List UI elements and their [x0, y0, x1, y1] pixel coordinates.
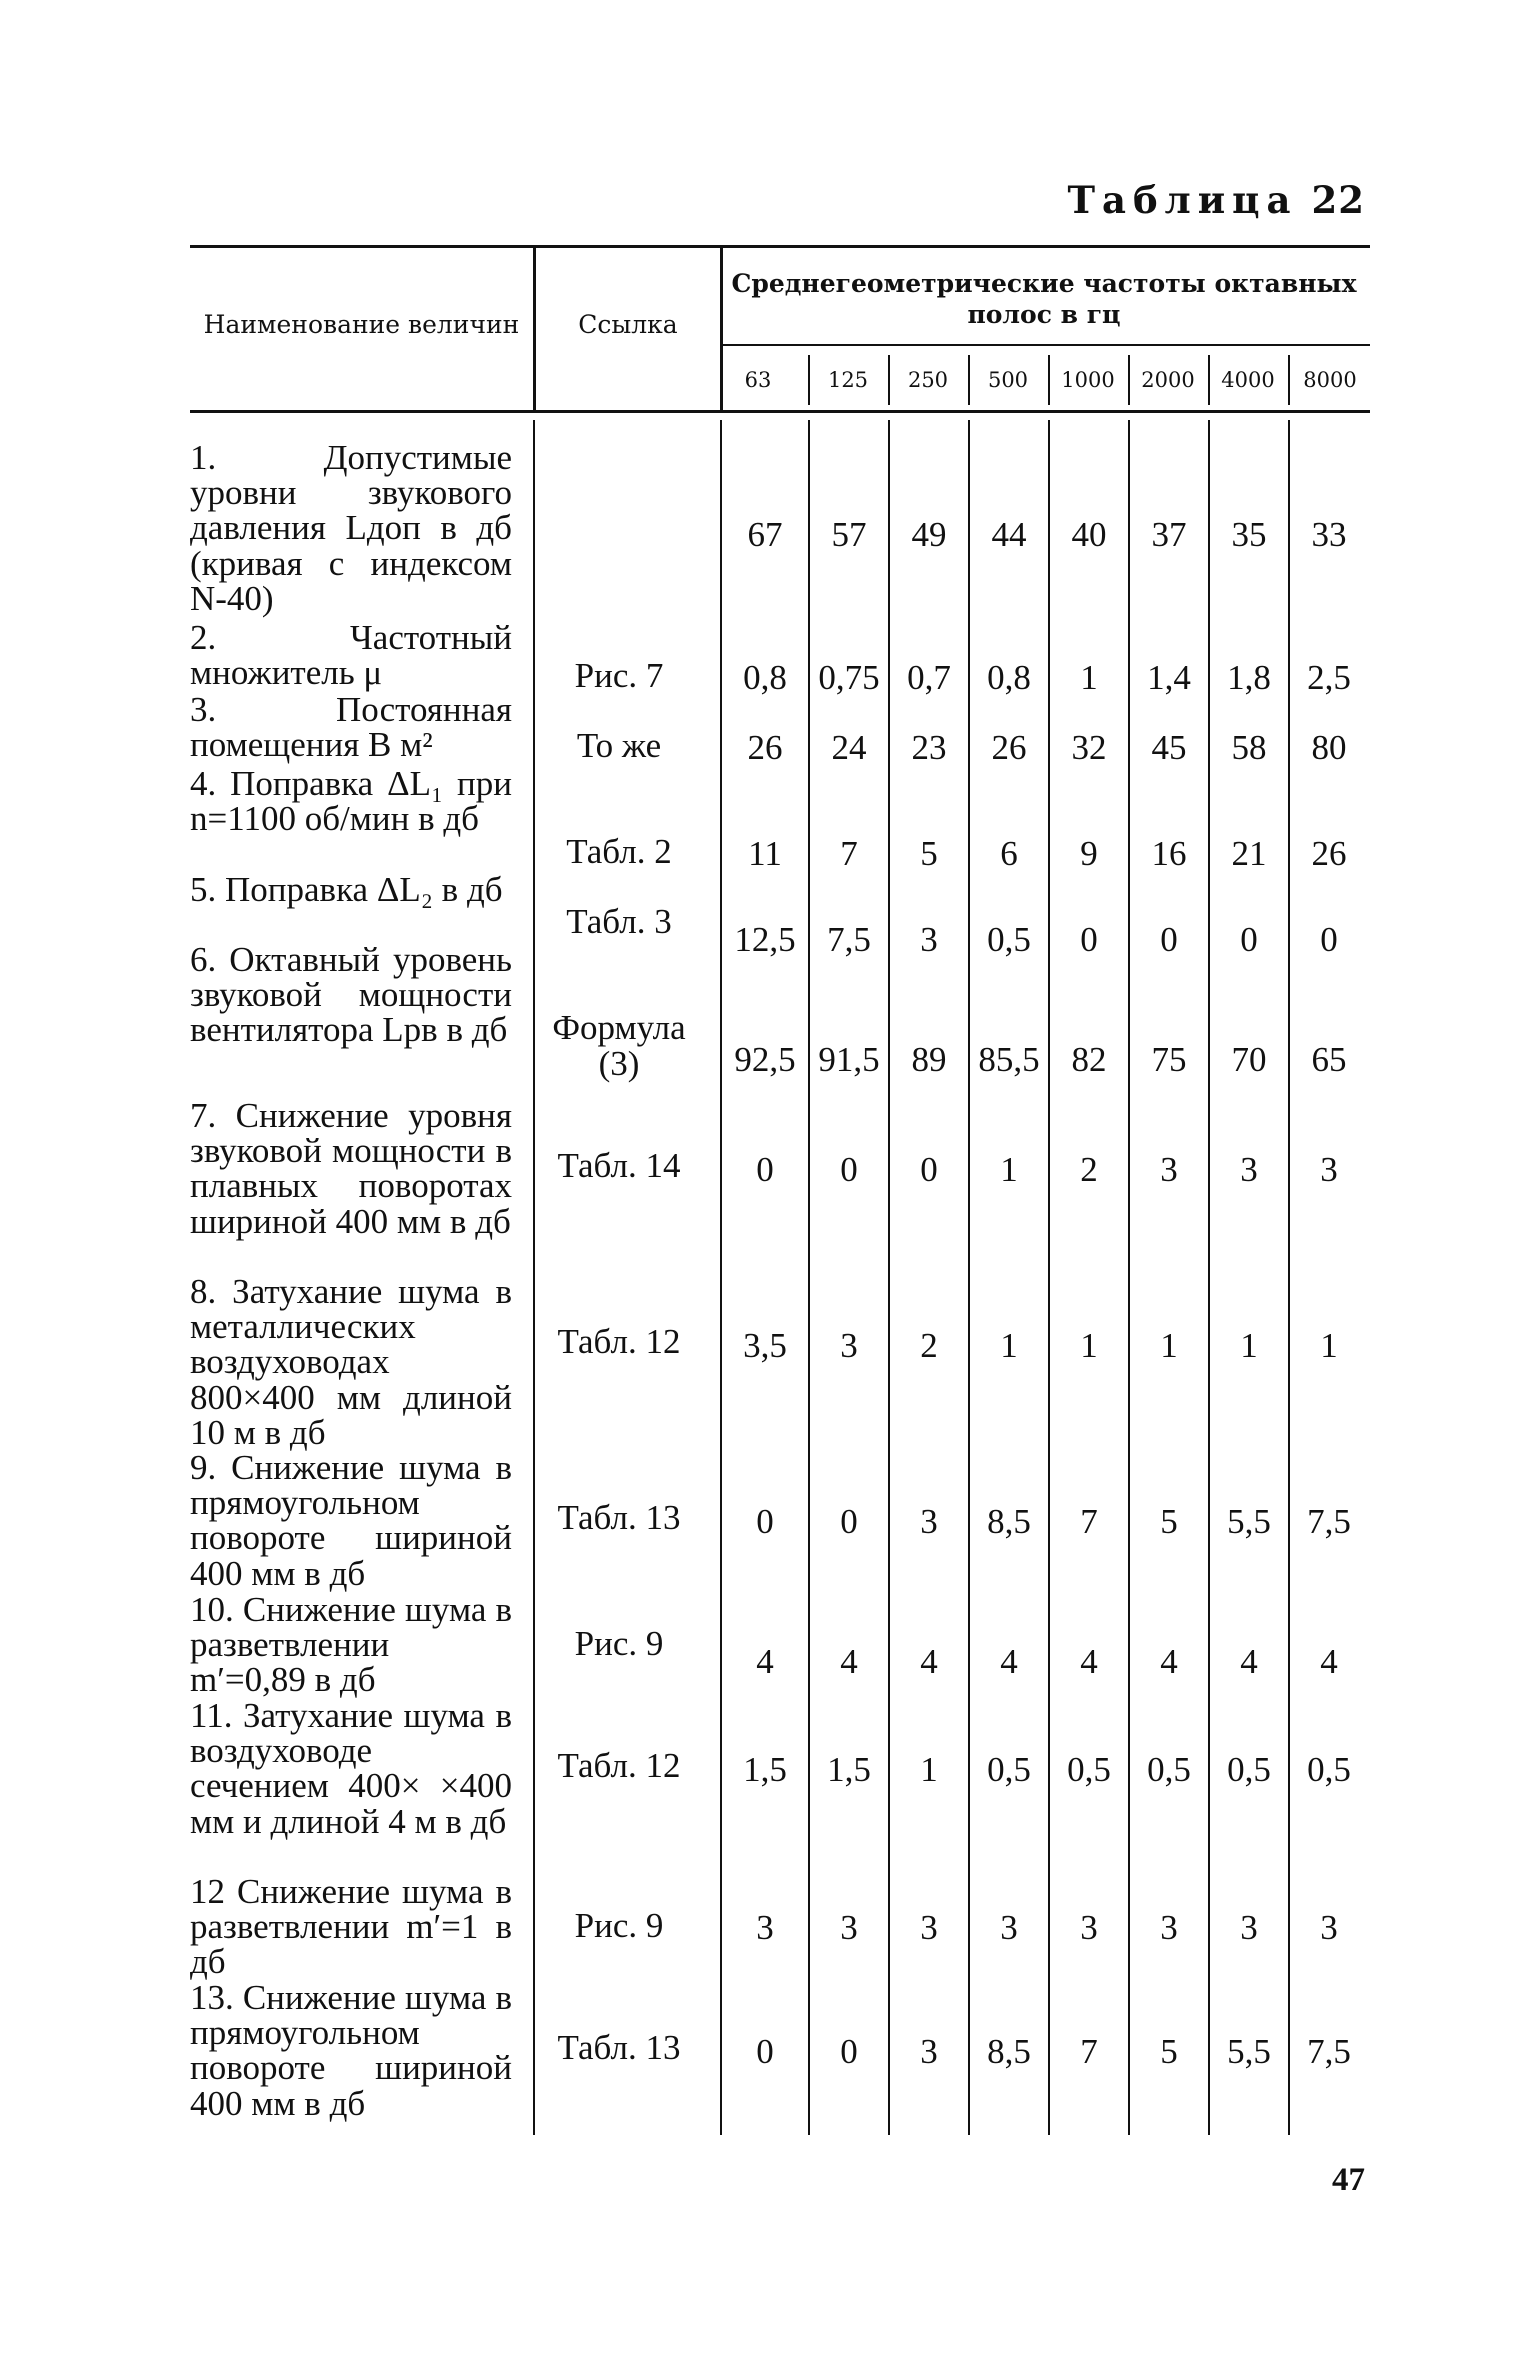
value-cell: 3	[1240, 1908, 1258, 1947]
value-cell: 2	[1080, 1150, 1098, 1189]
value-cell: 1	[1000, 1326, 1018, 1365]
value-cell: 1	[920, 1750, 938, 1789]
caption-label: Таблица	[1067, 178, 1298, 222]
header-top-rule	[190, 245, 1370, 248]
row-6-ref-line1: Формула	[552, 1008, 686, 1047]
header-name: Наименование величин	[203, 310, 520, 339]
row-12-name: 12 Снижение шума в разветвлении m′=1 в дб	[190, 1872, 512, 1982]
value-cell: 3	[920, 920, 938, 959]
row-2-name: 2. Частотный множитель μ	[190, 618, 512, 693]
row-3-name: 3. Постоянная помещения B м²	[190, 690, 512, 765]
value-cell: 58	[1231, 728, 1267, 767]
value-cell: 5,5	[1227, 1502, 1271, 1541]
value-cell: 3	[1160, 1908, 1178, 1947]
value-cell: 5,5	[1227, 2032, 1271, 2071]
value-cell: 4	[840, 1642, 858, 1681]
value-cell: 32	[1071, 728, 1107, 767]
value-cell: 4	[1080, 1642, 1098, 1681]
row-13-name: 13. Снижение шума в прямоугольном повороте шириной 400 мм в дб	[190, 1978, 512, 2123]
value-cell: 4	[1160, 1642, 1178, 1681]
value-cell: 0,7	[907, 658, 951, 697]
freq-500: 500	[987, 368, 1029, 392]
value-cell: 3	[920, 2032, 938, 2071]
value-cell: 0	[840, 1502, 858, 1541]
row-8-name: 8. Затухание шума в металлических воздуховодах 800×400 мм длиной 10 м в дб	[190, 1272, 512, 1452]
value-cell: 1,5	[743, 1750, 787, 1789]
value-cell: 3,5	[743, 1326, 787, 1365]
value-cell: 0,5	[1227, 1750, 1271, 1789]
value-cell: 1	[1240, 1326, 1258, 1365]
value-cell: 3	[840, 1326, 858, 1365]
value-cell: 0	[840, 1150, 858, 1189]
value-cell: 21	[1231, 834, 1267, 873]
value-cell: 0,5	[1307, 1750, 1351, 1789]
freq-8000: 8000	[1303, 368, 1357, 392]
value-cell: 70	[1231, 1040, 1267, 1079]
value-cell: 85,5	[978, 1040, 1040, 1079]
value-cell: 0,8	[987, 658, 1031, 697]
value-cell: 0	[756, 2032, 774, 2071]
value-cell: 3	[1320, 1150, 1338, 1189]
value-cell: 67	[747, 515, 783, 554]
value-cell: 8,5	[987, 1502, 1031, 1541]
value-cell: 26	[991, 728, 1027, 767]
freq-divider	[1288, 355, 1290, 405]
freq-125: 125	[827, 368, 869, 392]
value-cell: 1,5	[827, 1750, 871, 1789]
value-cell: 1,4	[1147, 658, 1191, 697]
page-number: 47	[1332, 2162, 1365, 2198]
value-cell: 4	[1000, 1642, 1018, 1681]
row-6-ref	[538, 1010, 700, 1082]
value-cell: 45	[1151, 728, 1187, 767]
value-cell: 12,5	[734, 920, 796, 959]
value-cell: 0	[1320, 920, 1338, 959]
value-cell: 1	[1080, 1326, 1098, 1365]
value-cell: 1,8	[1227, 658, 1271, 697]
value-cell: 4	[1320, 1642, 1338, 1681]
row-3-ref: То же	[576, 726, 662, 765]
value-cell: 37	[1151, 515, 1187, 554]
row-11-name: 11. Затухание шума в воздуховоде сечением 400× ×400 мм и длиной 4 м в дб	[190, 1696, 512, 1841]
value-cell: 0	[756, 1150, 774, 1189]
value-cell: 4	[1240, 1642, 1258, 1681]
value-cell: 1	[1160, 1326, 1178, 1365]
row-13-ref: Табл. 13	[557, 2028, 681, 2067]
value-cell: 3	[756, 1908, 774, 1947]
row-8-ref: Табл. 12	[557, 1322, 681, 1361]
body-col-divider-ref	[533, 420, 535, 2135]
value-cell: 9	[1080, 834, 1098, 873]
value-cell: 7	[1080, 1502, 1098, 1541]
row-7-name: 7. Снижение уровня звуковой мощности в плавных поворотах шириной 400 мм в дб	[190, 1096, 512, 1241]
freq-divider	[1208, 355, 1210, 405]
row-6-ref-line2: (3)	[598, 1044, 640, 1083]
row-11-ref: Табл. 12	[557, 1746, 681, 1785]
value-cell: 0,8	[743, 658, 787, 697]
value-cell: 7,5	[1307, 1502, 1351, 1541]
value-cell: 26	[747, 728, 783, 767]
value-cell: 5	[1160, 1502, 1178, 1541]
freq-divider	[1128, 355, 1130, 405]
value-cell: 91,5	[818, 1040, 880, 1079]
value-cell: 0	[920, 1150, 938, 1189]
row-7-ref: Табл. 14	[557, 1146, 681, 1185]
value-cell: 40	[1071, 515, 1107, 554]
caption-number: 22	[1311, 178, 1365, 222]
value-cell: 3	[1080, 1908, 1098, 1947]
row-1-name: 1. Допустимые уровни звукового давления Lдоп в дб (кривая с индексом N-40)	[190, 438, 512, 618]
value-cell: 44	[991, 515, 1027, 554]
value-cell: 4	[756, 1642, 774, 1681]
value-cell: 92,5	[734, 1040, 796, 1079]
row-10-ref: Рис. 9	[574, 1624, 664, 1663]
value-cell: 65	[1311, 1040, 1347, 1079]
value-cell: 0,5	[1147, 1750, 1191, 1789]
value-cell: 0	[840, 2032, 858, 2071]
freq-4000: 4000	[1221, 368, 1275, 392]
value-cell: 75	[1151, 1040, 1187, 1079]
value-cell: 3	[1240, 1150, 1258, 1189]
value-cell: 0	[1080, 920, 1098, 959]
header-freq-group	[724, 268, 1364, 330]
freq-2000: 2000	[1141, 368, 1195, 392]
value-cell: 3	[1000, 1908, 1018, 1947]
freq-divider	[968, 355, 970, 405]
header-ref: Ссылка	[578, 310, 678, 339]
freq-1000: 1000	[1061, 368, 1115, 392]
value-cell: 35	[1231, 515, 1267, 554]
value-cell: 1	[1000, 1150, 1018, 1189]
freq-divider	[1048, 355, 1050, 405]
value-cell: 5	[1160, 2032, 1178, 2071]
row-5-name: 5. Поправка ΔL₂ в дб	[190, 870, 503, 909]
value-cell: 7	[840, 834, 858, 873]
value-cell: 57	[831, 515, 867, 554]
value-cell: 26	[1311, 834, 1347, 873]
value-cell: 11	[748, 834, 782, 873]
value-cell: 1	[1080, 658, 1098, 697]
value-cell: 3	[920, 1502, 938, 1541]
freq-divider	[808, 355, 810, 405]
value-cell: 3	[920, 1908, 938, 1947]
value-cell: 1	[1320, 1326, 1338, 1365]
header-bottom-rule	[190, 410, 1370, 413]
header-freq-group-line1: Среднегеометрические частоты октавных	[731, 269, 1357, 298]
value-cell: 7,5	[1307, 2032, 1351, 2071]
value-cell: 80	[1311, 728, 1347, 767]
value-cell: 23	[911, 728, 947, 767]
row-4-ref: Табл. 2	[566, 832, 672, 871]
value-cell: 33	[1311, 515, 1347, 554]
row-12-ref: Рис. 9	[574, 1906, 664, 1945]
row-6-name: 6. Октавный уровень звуковой мощности вентилятора Lрв в дб	[190, 940, 512, 1050]
value-cell: 0,5	[1067, 1750, 1111, 1789]
row-5-ref: Табл. 3	[566, 902, 672, 941]
freq-divider	[888, 355, 890, 405]
row-9-ref: Табл. 13	[557, 1498, 681, 1537]
freq-divider-rule	[722, 344, 1370, 346]
value-cell: 0	[756, 1502, 774, 1541]
value-cell: 82	[1071, 1040, 1107, 1079]
freq-250: 250	[907, 368, 949, 392]
value-cell: 2	[920, 1326, 938, 1365]
value-cell: 7	[1080, 2032, 1098, 2071]
value-cell: 2,5	[1307, 658, 1351, 697]
row-10-name: 10. Снижение шума в разветвлении m′=0,89 в дб	[190, 1590, 512, 1700]
value-cell: 0	[1160, 920, 1178, 959]
value-cell: 24	[831, 728, 867, 767]
row-9-name: 9. Снижение шума в прямоугольном повороте шириной 400 мм в дб	[190, 1448, 512, 1593]
value-cell: 49	[911, 515, 947, 554]
value-cell: 0,5	[987, 1750, 1031, 1789]
table-caption	[1067, 178, 1365, 222]
value-cell: 4	[920, 1642, 938, 1681]
value-cell: 3	[840, 1908, 858, 1947]
value-cell: 5	[920, 834, 938, 873]
value-cell: 0	[1240, 920, 1258, 959]
value-cell: 7,5	[827, 920, 871, 959]
value-cell: 6	[1000, 834, 1018, 873]
value-cell: 16	[1151, 834, 1187, 873]
freq-63: 63	[744, 368, 772, 392]
value-cell: 3	[1320, 1908, 1338, 1947]
value-cell: 8,5	[987, 2032, 1031, 2071]
value-cell: 3	[1160, 1150, 1178, 1189]
value-cell: 0,5	[987, 920, 1031, 959]
value-cell: 89	[911, 1040, 947, 1079]
header-freq-group-line2: полос в гц	[967, 300, 1121, 329]
row-2-ref: Рис. 7	[574, 656, 664, 695]
row-4-name: 4. Поправка ΔL₁ при n=1100 об/мин в дб	[190, 764, 512, 839]
value-cell: 0,75	[818, 658, 880, 697]
